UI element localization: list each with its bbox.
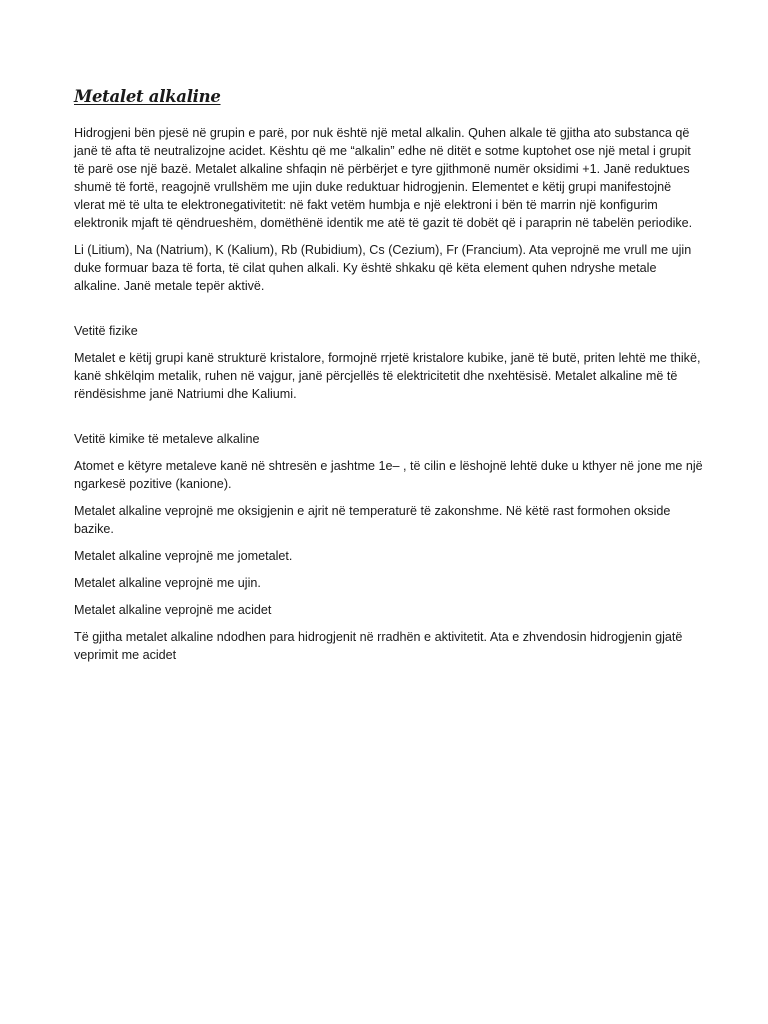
- chemical-paragraph-nonmetals: Metalet alkaline veprojnë me jometalet.: [74, 549, 293, 563]
- chemical-paragraph-water: Metalet alkaline veprojnë me ujin.: [74, 576, 261, 590]
- physical-properties-paragraph: Metalet e këtij grupi kanë strukturë kristalore, formojnë rrjetë kristalore kubike, janë të butë, priten lehtë me thikë, kanë shkëlqim metalik, ruhen në vajgur, janë përcjellës të elektricitetit dhe nxehtësisë. Metalet alkaline më të rëndësishme janë Natriumi dhe Kaliumi.: [74, 351, 701, 401]
- chemical-paragraph-electrons: Atomet e këtyre metaleve kanë në shtresën e jashtme 1e– , të cilin e lëshojnë lehtë duke u kthyer në jone me një ngarkesë pozitive (kanione).: [74, 459, 703, 491]
- elements-paragraph: Li (Litium), Na (Natrium), K (Kalium), Rb (Rubidium), Cs (Cezium), Fr (Francium). Ata veprojnë me vrull me ujin duke formuar baza të forta, të cilat quhen alkali. Ky është shkaku që këta element quhen ndryshe metale alkaline. Janë metale tepër aktivë.: [74, 243, 692, 293]
- intro-paragraph: Hidrogjeni bën pjesë në grupin e parë, por nuk është një metal alkalin. Quhen alkale të gjitha ato substanca që janë të afta të neutralizojne acidet. Kështu që me “alkalin” edhe në ditët e sotme kuptohet ose një metal i grupit të parë ose një bazë. Metalet alkaline shfaqin në përbërjet e tyre gjithmonë numër oksidimi +1. Janë reduktues shumë të fortë, reagojnë vrullshëm me ujin duke reduktuar hidrogjenin. Elementet e këtij grupi manifestojnë vlerat më të ulta te elektronegativitetit: në fakt vetëm humbja e një elektroni i bën të marrin një konfigurim elektronik mjaft të qëndrueshëm, domëthënë identik me atë të gazit të dobët që i paraprin në tabelën periodike.: [74, 126, 693, 230]
- physical-properties-heading: Vetitë fizike: [74, 324, 138, 338]
- chemical-paragraph-acids: Metalet alkaline veprojnë me acidet: [74, 603, 272, 617]
- document-body: [74, 86, 704, 673]
- chemical-paragraph-activity: Të gjitha metalet alkaline ndodhen para hidrogjenit në rradhën e aktivitetit. Ata e zhvendosin hidrogjenin gjatë veprimit me acidet: [74, 630, 683, 662]
- document-title: Metalet alkaline: [74, 87, 221, 106]
- chemical-paragraph-oxygen: Metalet alkaline veprojnë me oksigjenin e ajrit në temperaturë të zakonshme. Në këtë rast formohen okside bazike.: [74, 504, 671, 536]
- chemical-properties-heading: Vetitë kimike të metaleve alkaline: [74, 432, 260, 446]
